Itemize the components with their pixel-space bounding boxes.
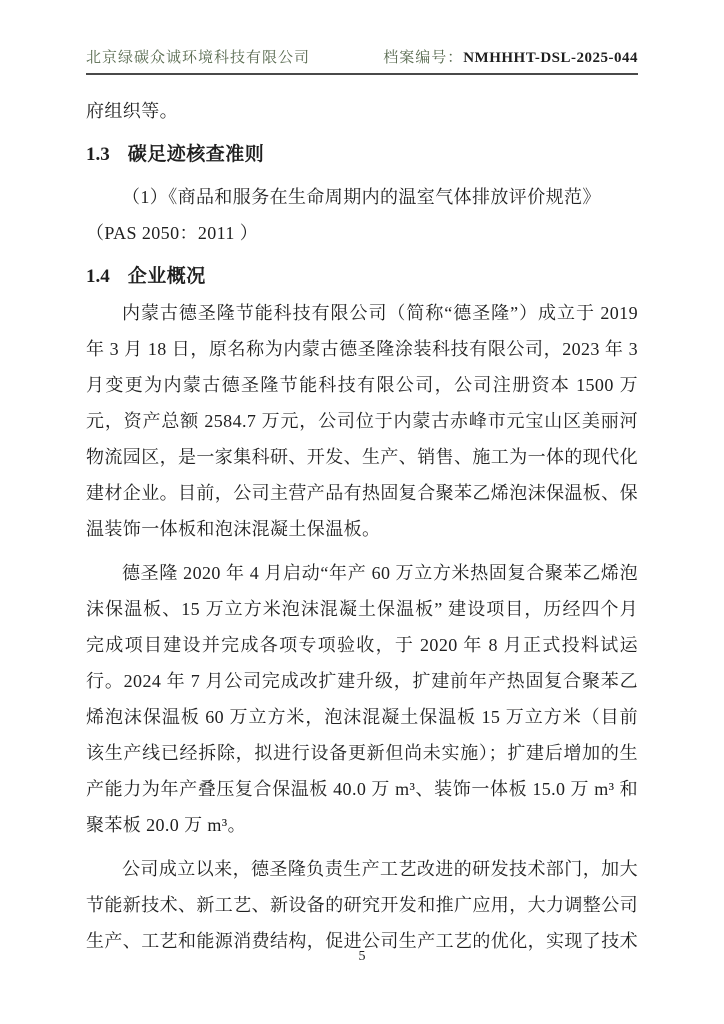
header-archive-number <box>383 48 638 68</box>
section-title: 碳足迹核查准则 <box>127 144 265 165</box>
archive-label: 档案编号： <box>383 50 464 66</box>
company-overview-paragraph-3: 公司成立以来，德圣隆负责生产工艺改进的研发技术部门，加大节能新技术、新工艺、新设备的研究开发和推广应用，大力调整公司生产、工艺和能源消费结构，促进公司生产工艺的优化，实现了技术 <box>86 859 638 951</box>
header-divider <box>86 73 638 75</box>
company-overview-paragraph-1: 内蒙古德圣隆节能科技有限公司（简称“德圣隆”）成立于 2019 年 3 月 18 日，原名称为内蒙古德圣隆涂装科技有限公司，2023 年 3 月变更为内蒙古德圣隆节能科技有限公司，公司注册资本 1500 万元，资产总额 2584.7 万元，公司位于内蒙古赤峰市元宝山区美丽河物流园区，是一家集科研、开发、生产、销售、施工为一体的现代化建材企业。目前，公司主营产品有热固复合聚苯乙烯泡沫保温板、保温装饰一体板和泡沫混凝土保温板。 <box>86 303 638 539</box>
document-body <box>86 93 638 959</box>
section-heading-1-4 <box>86 259 638 295</box>
page-number: 5 <box>358 949 366 964</box>
intro-fragment: 府组织等。 <box>86 101 178 121</box>
standard-reference-line-1: （1）《商品和服务在生命周期内的温室气体排放评价规范》 <box>122 187 601 207</box>
section-title: 企业概况 <box>127 266 206 287</box>
page-header <box>86 0 638 68</box>
archive-number-value: NMHHHT-DSL-2025-044 <box>463 50 638 66</box>
header-company-name: 北京绿碳众诚环境科技有限公司 <box>86 50 311 66</box>
section-heading-1-3 <box>86 137 638 173</box>
company-overview-paragraph-2: 德圣隆 2020 年 4 月启动“年产 60 万立方米热固复合聚苯乙烯泡沫保温板、15 万立方米泡沫混凝土保温板” 建设项目，历经四个月完成项目建设并完成各项专项验收，于 2020 年 8 月正式投料试运行。2024 年 7 月公司完成改扩建升级，扩建前年产热固复合聚苯乙烯泡沫保温板 60 万立方米，泡沫混凝土保温板 15 万立方米（目前该生产线已经拆除，拟进行设备更新但尚未实施）；扩建后增加的生产能力为年产叠压复合保温板 40.0 万 m³、装饰一体板 15.0 万 m³ 和聚苯板 20.0 万 m³。 <box>86 563 638 835</box>
standard-reference-line-2: （PAS 2050：2011 ） <box>86 223 259 243</box>
section-number: 1.3 <box>86 144 110 165</box>
section-number: 1.4 <box>86 266 110 287</box>
